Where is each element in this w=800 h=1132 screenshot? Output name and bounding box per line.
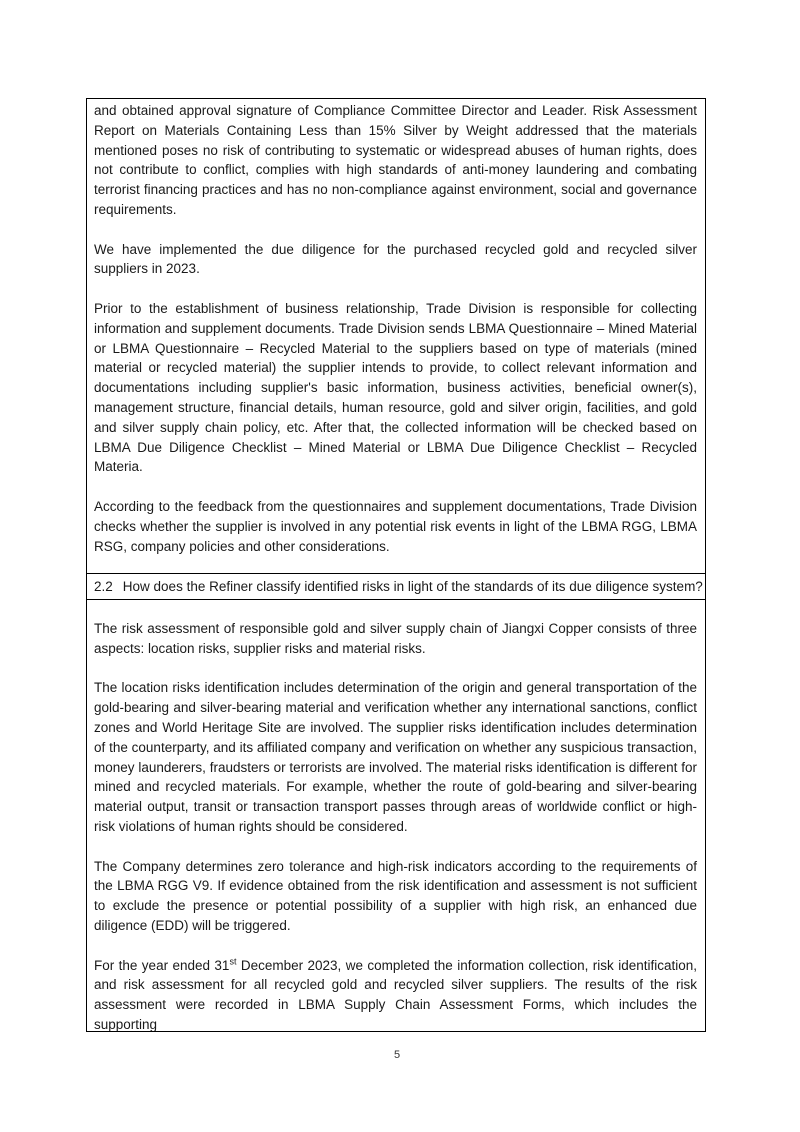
page-number: 5: [393, 1049, 401, 1061]
answer-cell: [86, 599, 706, 1032]
paragraph-risk-assessment-report: and obtained approval signature of Compliance Committee Director and Leader. Risk Assessment Report on Materials Containing Less than 15% Silver by Weight addressed that the materials mentioned poses no risk of contributing to systematic or widespread abuses of human rights, does not contribute to conflict, complies with high standards of anti-money laundering and combating terrorist financing practices and has no non-compliance against environment, social and governance requirements.: [94, 103, 697, 217]
final-paragraph-prefix: For the year ended 31: [94, 957, 230, 973]
paragraph-due-diligence-implemented: We have implemented the due diligence for the purchased recycled gold and recycled silver suppliers in 2023.: [94, 241, 697, 277]
question-text: How does the Refiner classify identified risks in light of the standards of its due diligence system?: [122, 579, 703, 594]
paragraph-risk-aspects: The risk assessment of responsible gold and silver supply chain of Jiangxi Copper consists of three aspects: location risks, supplier risks and material risks.: [94, 621, 697, 656]
continuation-cell: [86, 98, 706, 574]
paragraph-questionnaire-feedback: According to the feedback from the questionnaires and supplement documentations, Trade Division checks whether the supplier is involved in any potential risk events in light of the LBMA RGG, LBMA RSG, company policies and other considerations.: [94, 498, 697, 554]
report-table: [86, 98, 706, 1032]
ordinal-superscript: st: [229, 956, 237, 967]
final-paragraph-suffix: December 2023, we completed the information collection, risk identification, and risk assessment for all recycled gold and recycled silver suppliers. The results of the risk assessment were recorded in LBMA Supply Chain Assessment Forms, which includes the supporting: [94, 957, 698, 1032]
question-header-row: [86, 573, 706, 601]
paragraph-year-end-summary: [94, 956, 697, 1032]
paragraph-trade-division-collection: Prior to the establishment of business relationship, Trade Division is responsible for collecting information and supplement documents. Trade Division sends LBMA Questionnaire – Mined Material or LBMA Questionnaire – Recycled Material to the suppliers based on type of materials (mined material or recycled material) the supplier intends to provide, to collect relevant information and documentations including supplier's basic information, business activities, beneficial owner(s), management structure, financial details, human resource, gold and silver origin, facilities, and gold and silver supply chain policy, etc. After that, the collected information will be checked based on LBMA Due Diligence Checklist – Mined Material or LBMA Due Diligence Checklist – Recycled Materia.: [94, 300, 697, 475]
question-number: 2.2: [94, 579, 113, 594]
paragraph-zero-tolerance: The Company determines zero tolerance and high-risk indicators according to the requirements of the LBMA RGG V9. If evidence obtained from the risk identification and assessment is not sufficient to exclude the presence or potential possibility of a supplier with high risk, an enhanced due diligence (EDD) will be triggered.: [94, 858, 697, 933]
paragraph-risk-identification-details: The location risks identification includes determination of the origin and general transportation of the gold-bearing and silver-bearing material and verification whether any international sanctions, conflict zones and World Heritage Site are involved. The supplier risks identification includes determination of the counterparty, and its affiliated company and verification on whether any suspicious transaction, money launderers, fraudsters or terrorists are involved. The material risks identification is different for mined and recycled materials. For example, whether the route of gold-bearing and silver-bearing material output, transit or transaction transport passes through areas of worldwide conflict or high-risk violations of human rights should be considered.: [94, 680, 697, 834]
